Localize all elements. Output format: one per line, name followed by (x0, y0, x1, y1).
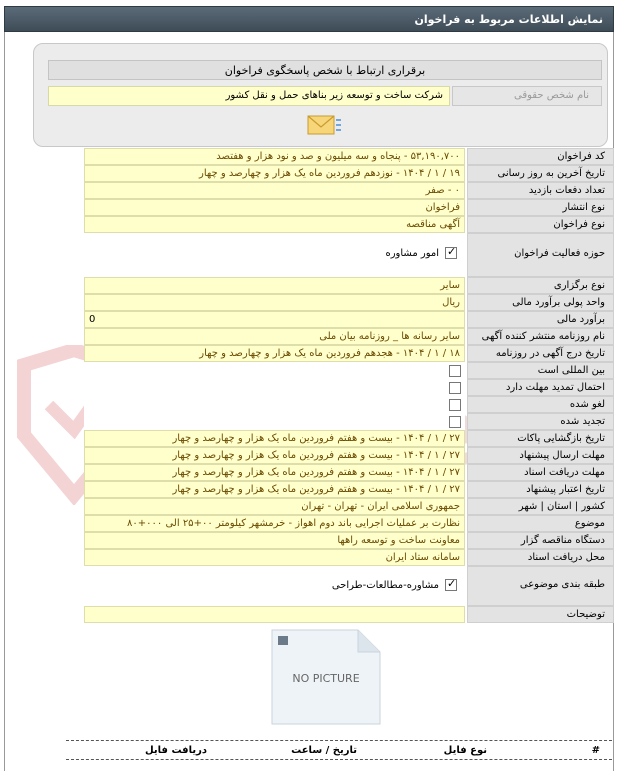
label-submit-deadline: مهلت ارسال پیشنهاد (467, 447, 614, 464)
label-category: طبقه بندی موضوعی (467, 566, 614, 606)
row-description (84, 606, 614, 623)
activity-checkbox[interactable] (445, 247, 457, 259)
label-last-update: تاریخ آخرین به روز رسانی (467, 165, 614, 182)
value-extension (84, 379, 465, 396)
label-validity-date: تاریخ اعتبار پیشنهاد (467, 481, 614, 498)
broken-image-icon (278, 636, 288, 645)
category-option (332, 579, 457, 591)
label-opening-date: تاریخ بازگشایی پاکات (467, 430, 614, 447)
row-code (84, 148, 614, 165)
label-extension: احتمال تمدید مهلت دارد (467, 379, 614, 396)
row-validity-date (84, 481, 614, 498)
value-call-type: آگهی مناقصه (84, 216, 465, 233)
legal-person-value: شرکت ساخت و توسعه زیر بناهای حمل و نقل کشور (48, 86, 450, 106)
value-newspaper: سایر رسانه ها _ روزنامه بیان ملی (84, 328, 465, 345)
value-submit-deadline: ۲۷ / ۱ / ۱۴۰۴ - بیست و هفتم فروردین ماه یک هزار و چهارصد و چهار (84, 447, 465, 464)
row-call-type (84, 216, 614, 233)
legal-person-label: نام شخص حقوقی (452, 86, 602, 106)
row-cancelled (84, 396, 614, 413)
value-doc-deadline: ۲۷ / ۱ / ۱۴۰۴ - بیست و هفتم فروردین ماه یک هزار و چهارصد و چهار (84, 464, 465, 481)
value-subject: نظارت بر عملیات اجرایی باند دوم اهواز - خرمشهر کیلومتر ۰۰+۲۵ الی ۰۰۰+۸۰ (84, 515, 465, 532)
value-international (84, 362, 465, 379)
row-organizer (84, 532, 614, 549)
international-checkbox[interactable] (449, 365, 461, 377)
row-submit-deadline (84, 447, 614, 464)
activity-option (385, 247, 457, 259)
row-ad-date (84, 345, 614, 362)
label-description: توضیحات (467, 606, 614, 623)
row-newspaper (84, 328, 614, 345)
page-title: نمایش اطلاعات مربوط به فراخوان (414, 13, 603, 26)
row-renewed (84, 413, 614, 430)
row-doc-deadline (84, 464, 614, 481)
value-last-update: ۱۹ / ۱ / ۱۴۰۴ - نوزدهم فروردین ماه یک هزار و چهارصد و چهار (84, 165, 465, 182)
value-organizer: معاونت ساخت و توسعه راهها (84, 532, 465, 549)
value-publish-type: فراخوان (84, 199, 465, 216)
row-holding-type (84, 277, 614, 294)
label-doc-place: محل دریافت اسناد (467, 549, 614, 566)
files-col-num: # (591, 745, 600, 756)
row-estimate (84, 311, 614, 328)
row-extension (84, 379, 614, 396)
page-header (4, 6, 614, 32)
row-last-update (84, 165, 614, 182)
contact-title: برقراری ارتباط با شخص پاسخگوی فراخوان (48, 60, 602, 80)
value-renewed (84, 413, 465, 430)
row-opening-date (84, 430, 614, 447)
row-activity-scope (84, 233, 614, 277)
files-col-date: تاریخ / ساعت (291, 745, 357, 756)
files-col-download: دریافت فایل (145, 745, 207, 756)
no-picture-text: NO PICTURE (292, 672, 360, 685)
label-location: کشور | استان | شهر (467, 498, 614, 515)
row-international (84, 362, 614, 379)
value-ad-date: ۱۸ / ۱ / ۱۴۰۴ - هجدهم فروردین ماه یک هزار و چهارصد و چهار (84, 345, 465, 362)
renewed-checkbox[interactable] (449, 416, 461, 428)
value-holding-type: سایر (84, 277, 465, 294)
value-doc-place: سامانه ستاد ایران (84, 549, 465, 566)
row-publish-type (84, 199, 614, 216)
value-currency: ریال (84, 294, 465, 311)
value-opening-date: ۲۷ / ۱ / ۱۴۰۴ - بیست و هفتم فروردین ماه یک هزار و چهارصد و چهار (84, 430, 465, 447)
label-holding-type: نوع برگزاری (467, 277, 614, 294)
label-ad-date: تاریخ درج آگهی در روزنامه (467, 345, 614, 362)
row-currency (84, 294, 614, 311)
label-subject: موضوع (467, 515, 614, 532)
label-currency: واحد پولی برآورد مالی (467, 294, 614, 311)
label-newspaper: نام روزنامه منتشر کننده آگهی (467, 328, 614, 345)
category-option-label: مشاوره-مطالعات-طراحی (331, 580, 439, 591)
label-organizer: دستگاه مناقصه گزار (467, 532, 614, 549)
no-picture-image (270, 628, 382, 726)
value-estimate: 0 (84, 311, 465, 328)
label-activity-scope: حوزه فعالیت فراخوان (467, 233, 614, 277)
envelope-icon[interactable] (306, 112, 342, 138)
label-doc-deadline: مهلت دریافت اسناد (467, 464, 614, 481)
files-table-header (66, 740, 612, 760)
row-doc-place (84, 549, 614, 566)
files-col-type: نوع فایل (443, 745, 487, 756)
value-description (84, 606, 465, 623)
extension-checkbox[interactable] (449, 382, 461, 394)
label-code: کد فراخوان (467, 148, 614, 165)
label-estimate: برآورد مالی (467, 311, 614, 328)
label-reopen-count: تعداد دفعات بازدید (467, 182, 614, 199)
row-reopen-count (84, 182, 614, 199)
value-cancelled (84, 396, 465, 413)
cancelled-checkbox[interactable] (449, 399, 461, 411)
label-call-type: نوع فراخوان (467, 216, 614, 233)
label-international: بین المللی است (467, 362, 614, 379)
row-location (84, 498, 614, 515)
category-checkbox[interactable] (445, 579, 457, 591)
value-reopen-count: ۰ - صفر (84, 182, 465, 199)
value-code: ۵۳,۱۹۰,۷۰۰ - پنجاه و سه میلیون و صد و نود هزار و هفتصد (84, 148, 465, 165)
value-validity-date: ۲۷ / ۱ / ۱۴۰۴ - بیست و هفتم فروردین ماه یک هزار و چهارصد و چهار (84, 481, 465, 498)
label-renewed: تجدید شده (467, 413, 614, 430)
activity-option-label: امور مشاوره (385, 248, 439, 259)
label-publish-type: نوع انتشار (467, 199, 614, 216)
value-location: جمهوری اسلامی ایران - تهران - تهران (84, 498, 465, 515)
label-cancelled: لغو شده (467, 396, 614, 413)
row-subject (84, 515, 614, 532)
